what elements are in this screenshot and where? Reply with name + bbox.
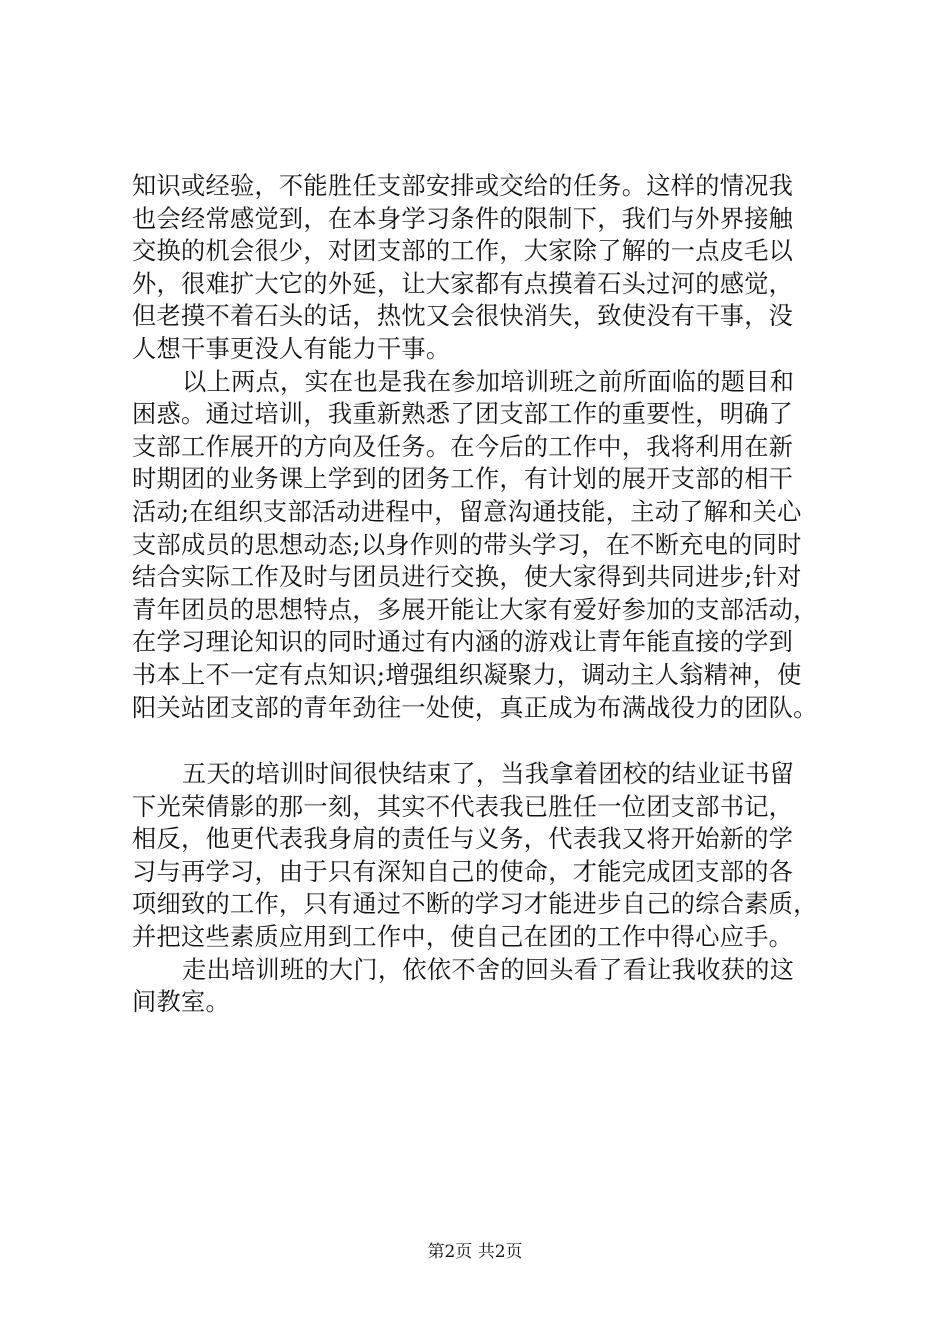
text-line: 在学习理论知识的同时通过有内涵的游戏让青年能直接的学到 bbox=[132, 628, 794, 657]
paragraph-gap bbox=[132, 724, 852, 758]
text-line: 下光荣倩影的那一刻，其实不代表我已胜任一位团支部书记， bbox=[132, 792, 794, 821]
text-line: 活动;在组织支部活动进程中，留意沟通技能，主动了解和关心 bbox=[132, 497, 802, 526]
text-line: 支部成员的思想动态;以身作则的带头学习，在不断充电的同时 bbox=[132, 530, 802, 559]
text-line: 书本上不一定有点知识;增强组织凝聚力，调动主人翁精神，使 bbox=[132, 660, 802, 689]
text-line: 知识或经验，不能胜任支部安排或交给的任务。这样的情况我 bbox=[132, 172, 794, 200]
text-line: 阳关站团支部的青年劲往一处使，真正成为布满战役力的团队。 bbox=[132, 693, 818, 722]
text-line: 并把这些素质应用到工作中，使自己在团的工作中得心应手。 bbox=[132, 923, 794, 952]
text-line: 相反，他更代表我身肩的责任与义务，代表我又将开始新的学 bbox=[132, 825, 794, 854]
text-line: 青年团员的思想特点，多展开能让大家有爱好参加的支部活动， bbox=[132, 595, 818, 624]
document-body bbox=[132, 170, 852, 1019]
text-line: 也会经常感觉到，在本身学习条件的限制下，我们与外界接触 bbox=[132, 204, 794, 233]
text-line: 以上两点，实在也是我在参加培训班之前所面临的题目和 bbox=[182, 367, 795, 396]
text-line: 但老摸不着石头的话，热忱又会很快消失，致使没有干事，没 bbox=[132, 302, 794, 331]
text-line: 交换的机会很少，对团支部的工作，大家除了解的一点皮毛以 bbox=[132, 237, 794, 266]
text-line: 支部工作展开的方向及任务。在今后的工作中，我将利用在新 bbox=[132, 432, 794, 461]
text-line: 间教室。 bbox=[132, 988, 230, 1017]
text-line: 五天的培训时间很快结束了，当我拿着团校的结业证书留 bbox=[182, 760, 795, 789]
text-line: 结合实际工作及时与团员进行交换，使大家得到共同进步;针对 bbox=[132, 563, 802, 592]
text-line: 习与再学习，由于只有深知自己的使命，才能完成团支部的各 bbox=[132, 857, 794, 886]
page-number-footer: 第2页 共2页 bbox=[427, 1242, 523, 1262]
text-line: 项细致的工作，只有通过不断的学习才能进步自己的综合素质， bbox=[132, 890, 818, 919]
text-line: 人想干事更没人有能力干事。 bbox=[132, 334, 451, 363]
text-line: 外，很难扩大它的外延，让大家都有点摸着石头过河的感觉， bbox=[132, 269, 794, 298]
text-line: 走出培训班的大门，依依不舍的回头看了看让我收获的这 bbox=[182, 955, 795, 984]
text-line: 时期团的业务课上学到的团务工作，有计划的展开支部的相干 bbox=[132, 465, 794, 494]
text-line: 困惑。通过培训，我重新熟悉了团支部工作的重要性，明确了 bbox=[132, 400, 794, 429]
